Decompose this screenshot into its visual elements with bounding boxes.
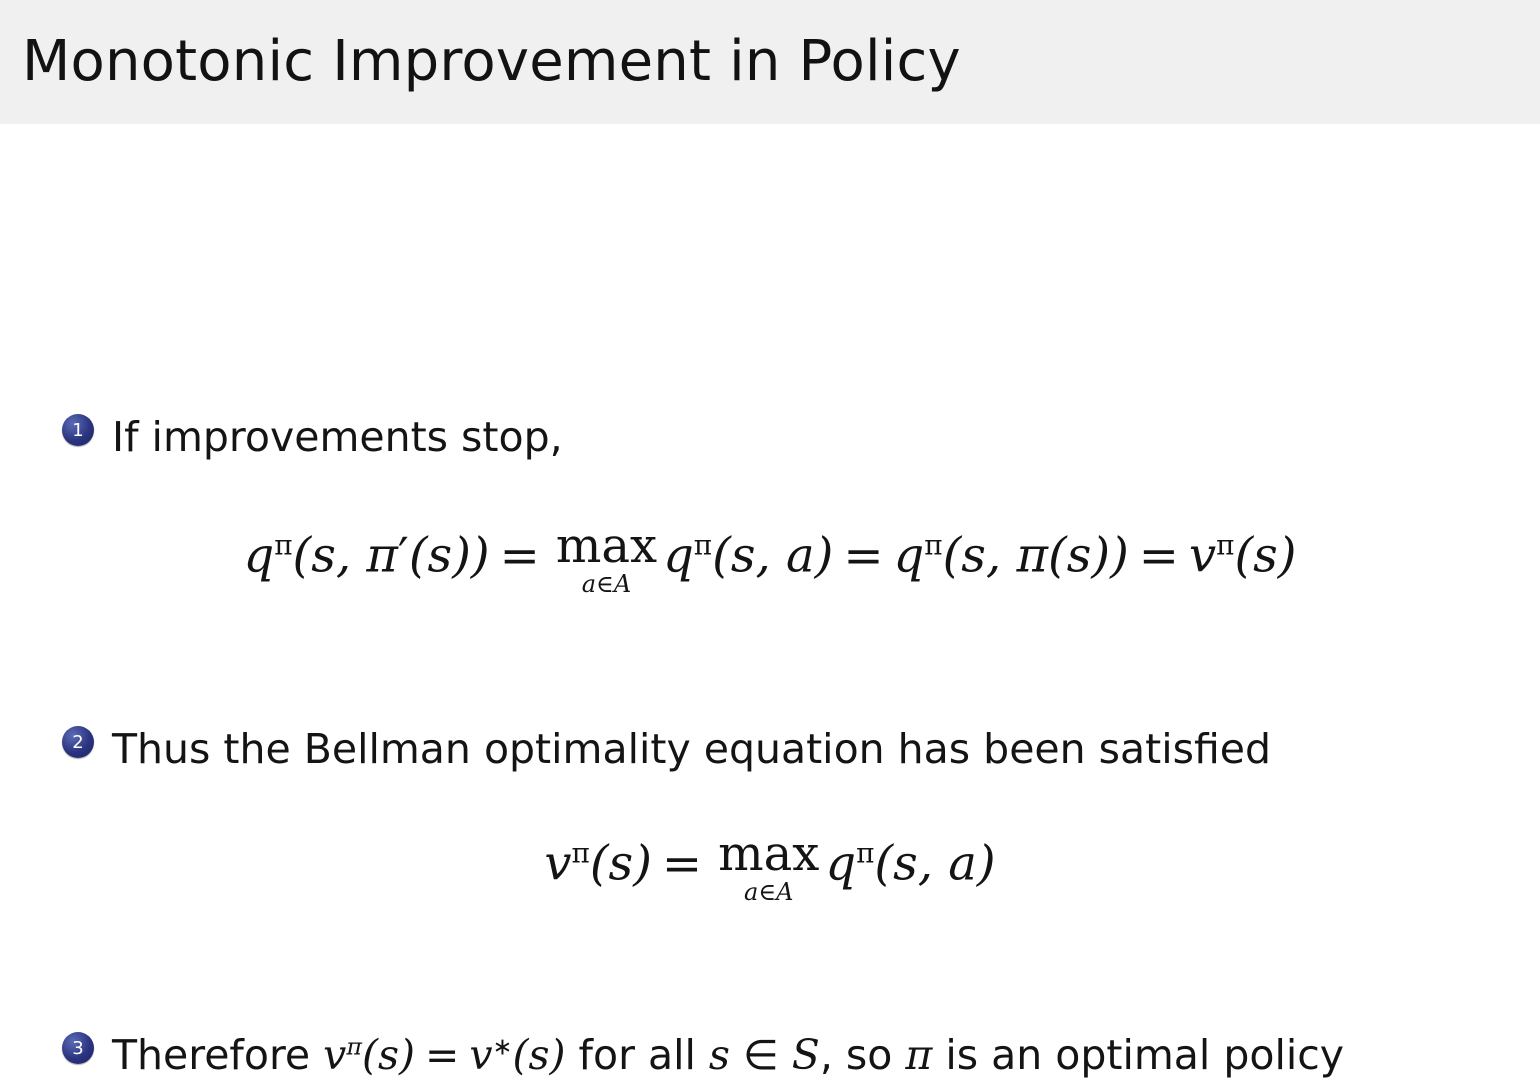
eq1-equals-3: =: [1138, 527, 1180, 584]
item3-star: ∗: [492, 1032, 513, 1061]
item3-arg1: (s): [361, 1031, 416, 1079]
eq2-equals: =: [661, 835, 703, 892]
eq1-max-sub-text: a∈: [581, 570, 614, 598]
page-title: Monotonic Improvement in Policy: [22, 29, 961, 95]
eq1-arg2: (s, a): [712, 527, 834, 584]
eq1-q: q: [243, 527, 275, 584]
item3-mid: for all: [565, 1031, 709, 1079]
eq1-q2-superscript: π: [693, 528, 713, 562]
eq2-arg2: (s, a): [874, 835, 996, 892]
eq1-v-superscript: π: [1216, 528, 1235, 562]
eq2-v-superscript: π: [571, 836, 590, 870]
item3-pi: π: [905, 1031, 933, 1079]
eq2-max-operator: [718, 826, 820, 906]
eq1-q3: q: [893, 527, 925, 584]
eq1-arg3: (s, π(s)): [942, 527, 1129, 584]
eq2-max-label: max: [718, 826, 820, 882]
eq2-max-sub-set: A: [776, 878, 794, 906]
list-item-label: Thus the Bellman optimality equation has been satisfied: [112, 725, 1272, 773]
eq2-max-subscript: [744, 880, 793, 904]
list-item-label: If improvements stop,: [112, 413, 563, 461]
list-item-label: [112, 1032, 1344, 1079]
eq1-max-sub-set: A: [613, 570, 632, 598]
item3-s: s: [708, 1031, 730, 1079]
eq2-v: v: [544, 835, 572, 892]
eq1-v: v: [1189, 527, 1217, 584]
eq1-prime-mark: ′: [397, 527, 409, 584]
list-item: [62, 1032, 1344, 1079]
list-item: [62, 726, 1271, 773]
eq2-max-sub-text: a∈: [744, 878, 777, 906]
item3-arg2: (s): [512, 1031, 566, 1079]
equation-1: [0, 518, 1540, 598]
eq1-arg-close: (s)): [408, 527, 490, 584]
item3-tail-comma: , so: [819, 1031, 906, 1079]
bullet-number-icon: 3: [62, 1032, 94, 1064]
list-item: [62, 414, 563, 461]
bullet-number-icon: 1: [62, 414, 94, 446]
eq1-q-superscript: π: [274, 528, 293, 562]
eq1-arg-open: (s,: [292, 527, 367, 584]
item3-state-set: S: [791, 1031, 820, 1079]
eq2-q: q: [825, 835, 857, 892]
slide-title-bar: [0, 0, 1540, 124]
eq1-max-label: max: [555, 518, 658, 574]
item3-v: v: [323, 1031, 347, 1079]
item3-lead: Therefore: [112, 1031, 324, 1079]
eq1-max-operator: [555, 518, 658, 598]
eq1-max-subscript: [582, 572, 631, 596]
bullet-number-icon: 2: [62, 726, 94, 758]
eq1-q2: q: [663, 527, 694, 584]
eq1-equals-2: =: [843, 527, 884, 584]
equation-2: [0, 826, 1540, 906]
eq1-q3-superscript: π: [924, 528, 943, 562]
eq1-pi-prime: π: [366, 527, 398, 584]
item3-v-superscript: π: [346, 1032, 362, 1061]
eq1-equals-1: =: [499, 527, 540, 584]
eq1-arg4: (s): [1234, 527, 1297, 584]
item3-in: ∈: [729, 1031, 792, 1079]
item3-v2: v: [469, 1031, 493, 1079]
item3-tail: is an optimal policy: [932, 1031, 1345, 1079]
eq2-arg1: (s): [589, 835, 652, 892]
item3-equals: =: [425, 1031, 460, 1079]
eq2-q-superscript: π: [856, 836, 875, 870]
